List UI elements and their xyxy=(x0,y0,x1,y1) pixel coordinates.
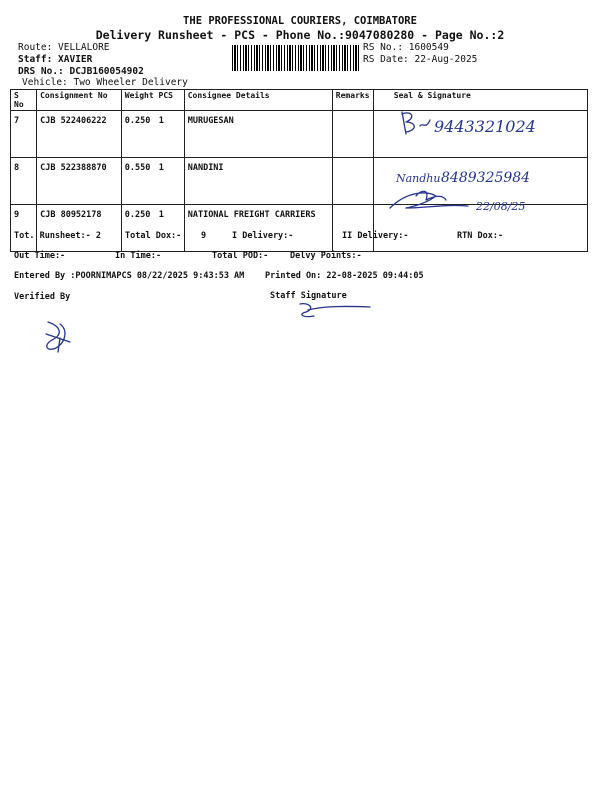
row-remarks xyxy=(332,205,373,252)
row-sno: 8 xyxy=(11,158,37,205)
row-weight-pcs xyxy=(121,158,184,205)
company-title: THE PROFESSIONAL COURIERS, COIMBATORE xyxy=(183,15,417,27)
entered-by: Entered By :POORNIMAPCS 08/22/2025 9:43:53 AM xyxy=(14,271,245,281)
staff-label: Staff: XAVIER xyxy=(18,54,93,65)
row3-handwritten-name: Nandhu xyxy=(396,172,441,185)
header-consignment: Consignment No xyxy=(37,90,122,111)
rs-date: RS Date: 22-Aug-2025 xyxy=(363,54,478,65)
i-delivery: I Delivery:- xyxy=(232,231,294,241)
row-remarks xyxy=(332,111,373,158)
row-pcs: 1 xyxy=(158,163,164,173)
out-time: Out Time:- xyxy=(14,251,66,261)
header-weight-pcs: Weight PCS xyxy=(121,90,184,111)
row-details: MURUGESAN xyxy=(184,111,332,158)
total-dox-label: Total Dox:- xyxy=(125,231,182,241)
tot-runsheet: Tot. Runsheet:- 2 xyxy=(14,231,101,241)
row-weight-pcs xyxy=(121,111,184,158)
rs-number: RS No.: 1600549 xyxy=(363,42,449,53)
row-weight: 0.550 xyxy=(124,163,151,173)
row-sno: 7 xyxy=(11,111,37,158)
row-consignment: CJB 522388870 xyxy=(37,158,122,205)
in-time: In Time:- xyxy=(115,251,162,261)
row-remarks xyxy=(332,158,373,205)
total-pod: Total POD:- xyxy=(212,251,269,261)
row3-handwritten-phone: 8489325984 xyxy=(441,170,531,186)
header-details: Consignee Details xyxy=(184,90,332,111)
barcode xyxy=(232,45,360,71)
row-consignment: CJB 522406222 xyxy=(37,111,122,158)
row1-handwritten-phone: 9443321024 xyxy=(434,117,536,136)
delvy-points: Delvy Points:- xyxy=(290,251,362,261)
printed-on: Printed On: 22-08-2025 09:44:05 xyxy=(265,271,424,281)
row-weight-pcs xyxy=(121,205,184,252)
route-label: Route: VELLALORE xyxy=(18,42,110,53)
staff-signature xyxy=(294,298,374,322)
total-dox-value: 9 xyxy=(201,231,207,241)
header-remarks: Remarks xyxy=(332,90,373,111)
row-details: NANDINI xyxy=(184,158,332,205)
row-weight: 0.250 xyxy=(124,210,151,220)
header-sno: S No xyxy=(11,90,37,111)
rtn-dox: RTN Dox:- xyxy=(457,231,504,241)
verified-by: Verified By xyxy=(14,292,71,302)
row3-handwritten-date: 22/08/25 xyxy=(476,200,526,213)
vehicle-label: Vehicle: Two Wheeler Delivery xyxy=(22,77,188,88)
row-weight: 0.250 xyxy=(124,116,151,126)
row-pcs: 1 xyxy=(158,210,164,220)
row-details: NATIONAL FREIGHT CARRIERS xyxy=(184,205,332,252)
row3-signature xyxy=(386,186,476,218)
ii-delivery: II Delivery:- xyxy=(342,231,409,241)
table-header-row xyxy=(11,90,588,111)
header-seal: Seal & Signature xyxy=(373,90,587,111)
row-consignment: CJB 80952178 xyxy=(37,205,122,252)
row1-signature xyxy=(396,108,436,138)
drs-number: DRS No.: DCJB160054902 xyxy=(18,66,144,77)
verifier-signature xyxy=(38,318,78,354)
runsheet-subtitle: Delivery Runsheet - PCS - Phone No.:9047080280 - Page No.:2 xyxy=(95,28,505,42)
staff-signature-label: Staff Signature xyxy=(270,291,347,301)
row-pcs: 1 xyxy=(158,116,164,126)
row-sno: 9 xyxy=(11,205,37,252)
